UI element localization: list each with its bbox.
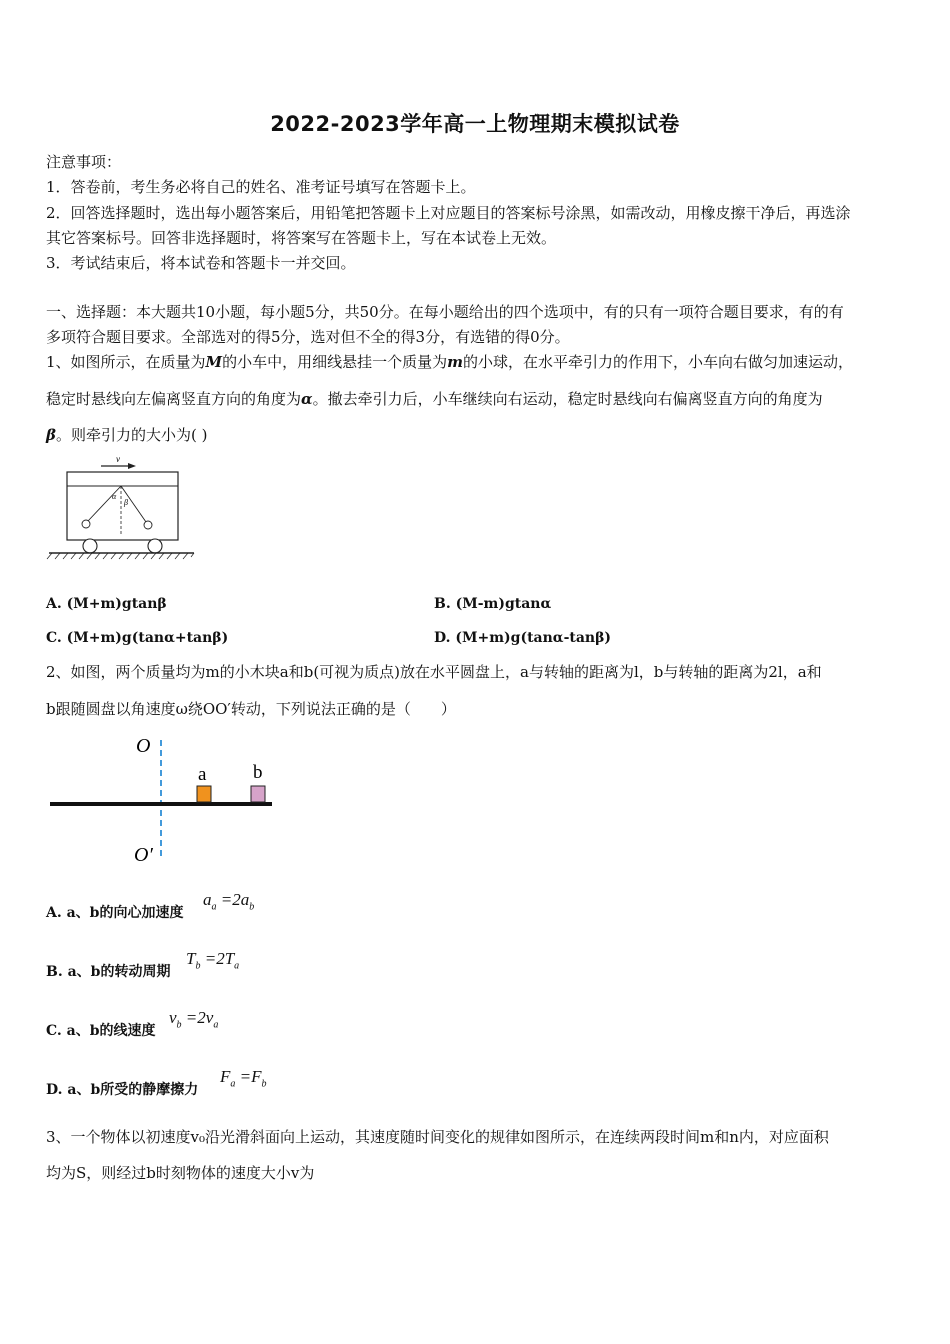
wheel-right xyxy=(148,539,162,553)
axis-top-label: O xyxy=(136,735,151,757)
q1-option-a: A. (M+m)gtanβ xyxy=(46,596,167,612)
block-a xyxy=(197,786,211,802)
q2-option-a-formula: $a_a =2a_b$ xyxy=(203,890,255,913)
q2-line2: b跟随圆盘以角速度ω绕OO′转动，下列说法正确的是（ ） xyxy=(46,700,456,718)
q2-option-c: C. a、b的线速度 xyxy=(46,1023,156,1039)
q2-option-d-formula: $F_a =F_b$ xyxy=(220,1067,267,1090)
ball-right xyxy=(144,521,152,529)
ball-left xyxy=(82,520,90,528)
q1-option-d: D. (M+m)g(tanα-tanβ) xyxy=(434,630,612,646)
ground-hatching xyxy=(47,553,194,559)
block-b xyxy=(251,786,265,802)
notice-item-2: 2．回答选择题时，选出每小题答案后，用铅笔把答题卡上对应题目的答案标号涂黑，如需改动，用橡皮擦干净后，再选涂 xyxy=(46,204,851,222)
q2-option-d: D. a、b所受的静摩擦力 xyxy=(46,1082,199,1098)
notice-item-3: 3．考试结束后，将本试卷和答题卡一并交回。 xyxy=(46,254,356,272)
q1-line2: 稳定时悬线向左偏离竖直方向的角度为α。撤去牵引力后，小车继续向右运动，稳定时悬线向右偏离竖直方向的角度为 xyxy=(46,390,823,408)
q1-cart-figure xyxy=(46,452,196,562)
q2-option-c-formula: $v_b =2v_a$ xyxy=(169,1008,219,1031)
notice-item-1: 1．答卷前，考生务必将自己的姓名、准考证号填写在答题卡上。 xyxy=(46,178,476,196)
notice-item-2-cont: 其它答案标号。回答非选择题时，将答案写在答题卡上，写在本试卷上无效。 xyxy=(46,229,557,247)
q1-option-c: C. (M+m)g(tanα+tanβ) xyxy=(46,630,229,646)
beta-label: β xyxy=(124,498,128,507)
section-instructions-line1: 一、选择题：本大题共10小题，每小题5分，共50分。在每小题给出的四个选项中，有的只有一项符合题目要求，有的有 xyxy=(46,303,844,321)
q2-option-a: A. a、b的向心加速度 xyxy=(46,905,184,921)
section-instructions-line2: 多项符合题目要求。全部选对的得5分，选对但不全的得3分，有选错的得0分。 xyxy=(46,328,570,346)
velocity-arrowhead xyxy=(128,463,136,469)
block-a-label: a xyxy=(198,764,207,785)
q1-line3: β。则牵引力的大小为( ) xyxy=(46,426,208,444)
notice-heading: 注意事项： xyxy=(46,153,122,171)
axis-bottom-label: O′ xyxy=(134,844,153,866)
cart-body xyxy=(67,472,178,540)
q2-turntable-figure xyxy=(48,730,278,870)
q2-option-b: B. a、b的转动周期 xyxy=(46,964,171,980)
block-b-label: b xyxy=(253,762,263,783)
q2-line1: 2、如图，两个质量均为m的小木块a和b(可视为质点)放在水平圆盘上，a与转轴的距离为l，b与转轴的距离为2l，a和 xyxy=(46,663,822,681)
page-title: 2022-2023学年高一上物理期末模拟试卷 xyxy=(270,112,680,136)
velocity-label: v xyxy=(116,454,120,464)
alpha-label: α xyxy=(112,492,117,501)
q3-line2: 均为S，则经过b时刻物体的速度大小v为 xyxy=(46,1164,315,1182)
q1-option-b: B. (M-m)gtanα xyxy=(434,596,552,612)
q1-line1: 1、如图所示，在质量为M的小车中，用细线悬挂一个质量为m的小球，在水平牵引力的作用下，小车向右做匀加速运动， xyxy=(46,353,854,371)
q2-option-b-formula: $T_b =2T_a$ xyxy=(186,949,240,972)
q3-line1: 3、一个物体以初速度v₀沿光滑斜面向上运动，其速度随时间变化的规律如图所示，在连续两段时间m和n内，对应面积 xyxy=(46,1128,829,1146)
wheel-left xyxy=(83,539,97,553)
